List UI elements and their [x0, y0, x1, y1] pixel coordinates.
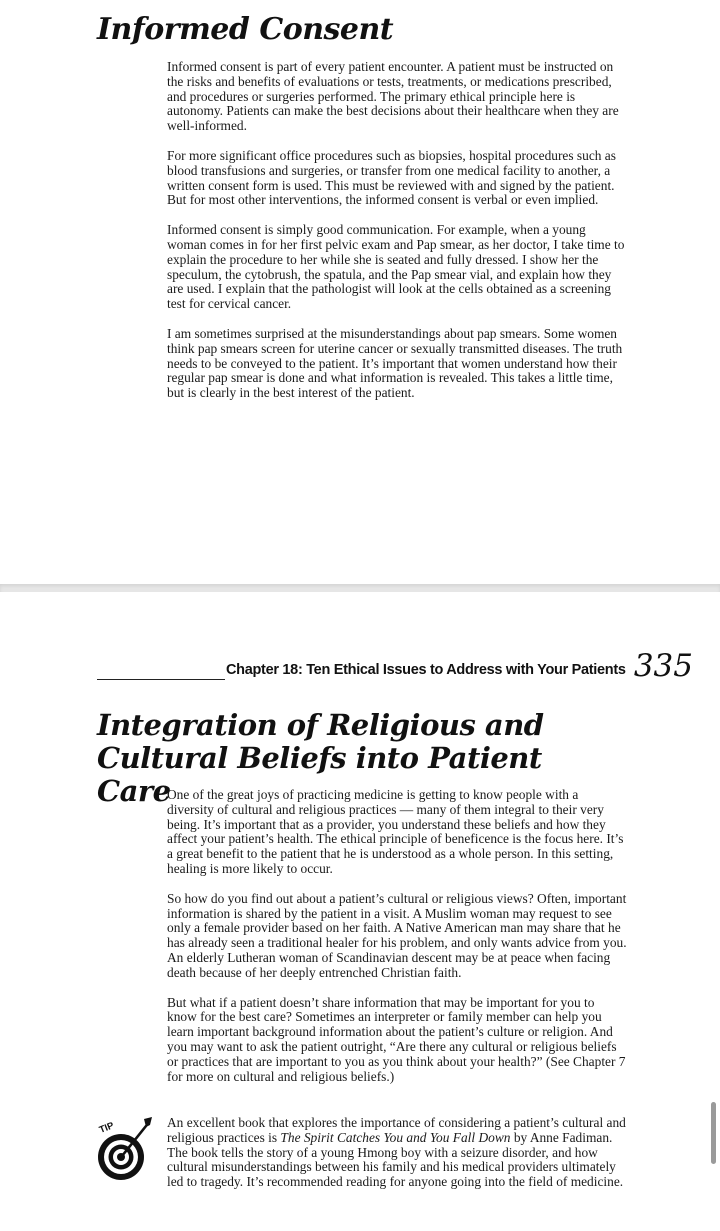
tip-text-after: by Anne Fadiman. The book tells the story of a young Hmong boy with a seizure disorder, and how cultural misunderstandings between his family and his medical providers ultimately led to tragedy. It’s recommended reading for anyone going into the field of medicine.: [167, 1129, 624, 1190]
paragraph: For more significant office procedures such as biopsies, hospital procedures such as blood transfusions and surgeries, or transfer from one medical facility to another, a written consent form is used. This must be reviewed with and signed by the patient. But for most other interventions, the informed consent is verbal or even implied.: [167, 147, 616, 208]
tip-label: [98, 1120, 116, 1136]
scrollbar-thumb[interactable]: [711, 1102, 716, 1164]
svg-text:TIP: TIP: [97, 1120, 116, 1136]
target-icon: [96, 1113, 154, 1183]
paragraph: One of the great joys of practicing medicine is getting to know people with a diversity of cultural and religious practices — many of them integral to their very being. It’s important that as a provider, you understand these beliefs and how they affect your patient’s health. The ethical principle of beneficence is the focus here. It’s a great benefit to the patient that he is understood as a whole person. In this setting, healing is more likely to occur.: [167, 787, 624, 876]
paragraph: I am sometimes surprised at the misunderstandings about pap smears. Some women think pap smears screen for uterine cancer or sexually transmitted diseases. The truth needs to be conveyed to the patient. It’s important that women understand how their regular pap smear is done and what information is revealed. This takes a little time, but is clearly in the best interest of the patient.: [167, 325, 623, 401]
religious-cultural-body: [167, 788, 627, 1099]
section-heading-informed-consent: Informed Consent: [97, 12, 394, 47]
informed-consent-body: [167, 60, 627, 416]
section-heading-religious-cultural-beliefs: Integration of Religious and Cultural Beliefs into Patient Care: [97, 708, 544, 808]
book-title: The Spirit Catches You and You Fall Down: [280, 1129, 511, 1145]
running-head-rule: [97, 679, 225, 680]
page-number: 335: [633, 648, 693, 684]
tip-text-before: An excellent book that explores the importance of considering a patient’s cultural and religious practices is: [167, 1115, 626, 1145]
tip-text: [167, 1116, 627, 1190]
page-separator: [0, 584, 720, 592]
paragraph: So how do you find out about a patient’s cultural or religious views? Often, important information is shared by the patient in a visit. A Muslim woman may request to see only a female provider based on her faith. A Native American man may share that he has already seen a traditional healer for his problem, and only wants advice from you. An elderly Lutheran woman of Scandinavian descent may be at peace when facing death because of her deeply entrenched Christian faith.: [167, 890, 627, 980]
chapter-title: Chapter 18: Ten Ethical Issues to Address with Your Patients: [226, 662, 626, 678]
paragraph: Informed consent is simply good communication. For example, when a young woman comes in for her first pelvic exam and Pap smear, as her doctor, I take time to explain the procedure to her while she is seated and fully dressed. I show her the speculum, the cytobrush, the spatula, and the Pap smear vial, and explain how they are used. I explain that the pathologist will look at the cells obtained as a screening test for cervical cancer.: [167, 222, 625, 312]
running-head: [97, 650, 697, 690]
page-top: [0, 0, 720, 584]
paragraph: Informed consent is part of every patient encounter. A patient must be instructed on the risks and benefits of evaluations or tests, treatments, or medications prescribed, and procedures or surgeries performed. The primary ethical principle here is autonomy. Patients can make the best decisions about their healthcare when they are well-informed.: [167, 59, 619, 134]
paragraph: But what if a patient doesn’t share information that may be important for you to know for the best care? Sometimes an interpreter or family member can help you learn important background information about the patient’s culture or religion. And you may want to ask the patient outright, “Are there any cultural or religious beliefs or practices that are important to you as you think about your health?” (See Chapter 7 for more on cultural and religious beliefs.): [167, 994, 626, 1084]
